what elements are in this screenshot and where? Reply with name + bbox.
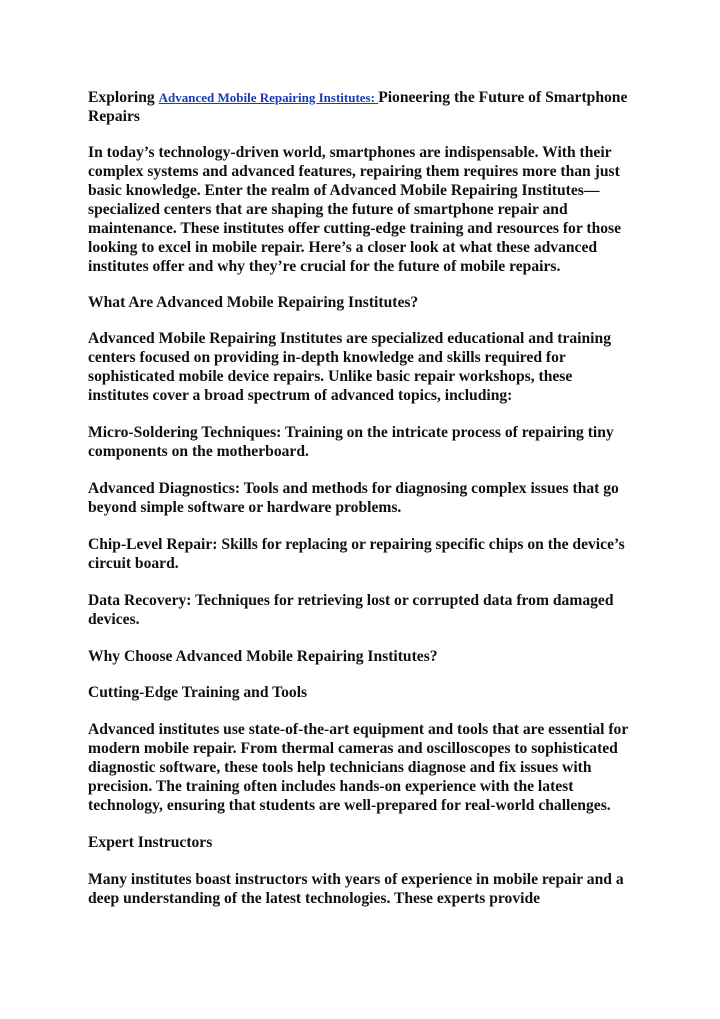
title-prefix: Exploring: [88, 89, 159, 106]
paragraph-training-tools: Advanced institutes use state-of-the-art equipment and tools that are essential for modern mobile repair. From thermal cameras and oscilloscopes to sophisticated diagnostic software, these tools help technicians diagnose and fix issues with precision. The training often includes hands-on experience with the latest technology, ensuring that students are well-prepared for real-world challenges.: [88, 721, 628, 814]
section-heading-why-choose: Why Choose Advanced Mobile Repairing Institutes?: [88, 648, 438, 665]
title-suffix: Pioneering the Future of Smartphone Repairs: [88, 89, 628, 125]
list-item: Advanced Diagnostics: Tools and methods for diagnosing complex issues that go beyond simple software or hardware problems.: [88, 480, 619, 516]
document-page: [88, 88, 636, 925]
section-body-what-are: Advanced Mobile Repairing Institutes are specialized educational and training centers focused on providing in-depth knowledge and skills required for sophisticated mobile device repairs. Unlike basic repair workshops, these institutes cover a broad spectrum of advanced topics, including:: [88, 330, 611, 404]
page-title: [88, 88, 636, 126]
subheading-expert-instructors: Expert Instructors: [88, 834, 213, 851]
list-item: Micro-Soldering Techniques: Training on the intricate process of repairing tiny components on the motherboard.: [88, 424, 614, 460]
intro-paragraph: In today’s technology-driven world, smartphones are indispensable. With their complex systems and advanced features, repairing them requires more than just basic knowledge. Enter the realm of Advanced Mobile Repairing Institutes—specialized centers that are shaping the future of smartphone repair and maintenance. These institutes offer cutting-edge training and resources for those looking to excel in mobile repair. Here’s a closer look at what these advanced institutes offer and why they’re crucial for the future of mobile repairs.: [88, 144, 622, 275]
section-heading-what-are: What Are Advanced Mobile Repairing Institutes?: [88, 294, 419, 311]
list-item: Data Recovery: Techniques for retrieving lost or corrupted data from damaged devices.: [88, 592, 614, 628]
paragraph-expert-instructors: Many institutes boast instructors with years of experience in mobile repair and a deep understanding of the latest technologies. These experts provide: [88, 871, 624, 907]
institutes-link[interactable]: Advanced Mobile Repairing Institutes:: [158, 90, 379, 105]
subheading-training-tools: Cutting-Edge Training and Tools: [88, 684, 308, 701]
list-item: Chip-Level Repair: Skills for replacing or repairing specific chips on the device’s circuit board.: [88, 536, 625, 572]
